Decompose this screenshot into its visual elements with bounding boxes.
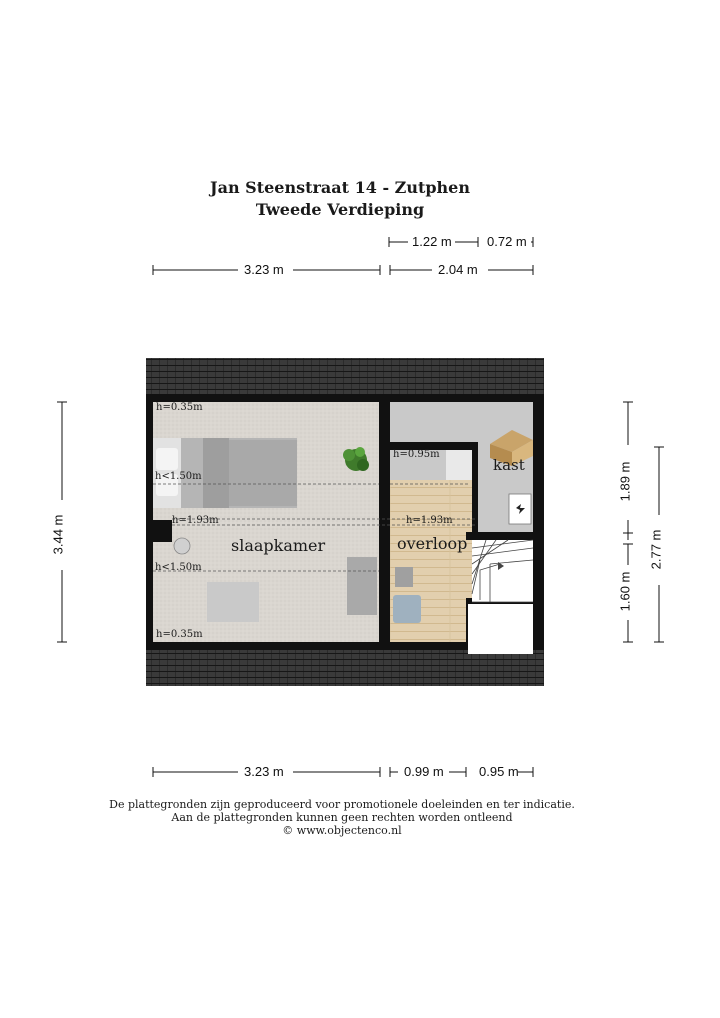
floor-title: Tweede Verdieping <box>255 200 425 219</box>
copyright-link[interactable]: © www.objectenco.nl <box>282 824 402 837</box>
address-title: Jan Steenstraat 14 - Zutphen <box>210 178 470 197</box>
roof-top <box>146 358 544 396</box>
dim-right-total: 2.77 m <box>648 529 664 570</box>
dim-bottom-mid: 0.99 m <box>404 764 444 779</box>
rug <box>207 582 259 622</box>
dim-top-left: 3.23 m <box>244 262 284 277</box>
dim-right-lower: 1.60 m <box>617 571 633 612</box>
landing-box <box>446 450 472 480</box>
dim-right-upper: 1.89 m <box>617 461 633 502</box>
dim-bottom-right: 0.95 m <box>479 764 519 779</box>
landing-seat <box>395 567 413 587</box>
dim-top-small-left: 1.22 m <box>412 234 452 249</box>
height-label: h=0.35m <box>156 629 203 640</box>
height-label: h<1.50m <box>155 562 202 573</box>
disclaimer-line-1: De plattegronden zijn geproduceerd voor promotionele doeleinden en ter indicatie. <box>109 798 575 811</box>
height-label: h=1.93m <box>406 515 453 526</box>
dim-top-small-right: 0.72 m <box>487 234 527 249</box>
dim-bottom-left: 3.23 m <box>244 764 284 779</box>
room-label-bedroom: slaapkamer <box>231 536 326 555</box>
round-table <box>174 538 190 554</box>
dim-left-height: 3.44 m <box>50 514 66 555</box>
height-label: h<1.50m <box>155 471 202 482</box>
height-label: h=0.95m <box>393 449 440 460</box>
disclaimer-line-2: Aan de plattegronden kunnen geen rechten worden ontleend <box>171 811 513 824</box>
wall-niche <box>146 520 172 542</box>
desk <box>347 557 377 615</box>
height-label: h=1.93m <box>172 515 219 526</box>
dim-top-right: 2.04 m <box>438 262 478 277</box>
room-label-landing: overloop <box>397 534 468 553</box>
landing-chair <box>393 595 421 623</box>
height-label: h=0.35m <box>156 402 203 413</box>
room-label-closet: kast <box>493 456 525 474</box>
stair-opening <box>468 604 533 654</box>
